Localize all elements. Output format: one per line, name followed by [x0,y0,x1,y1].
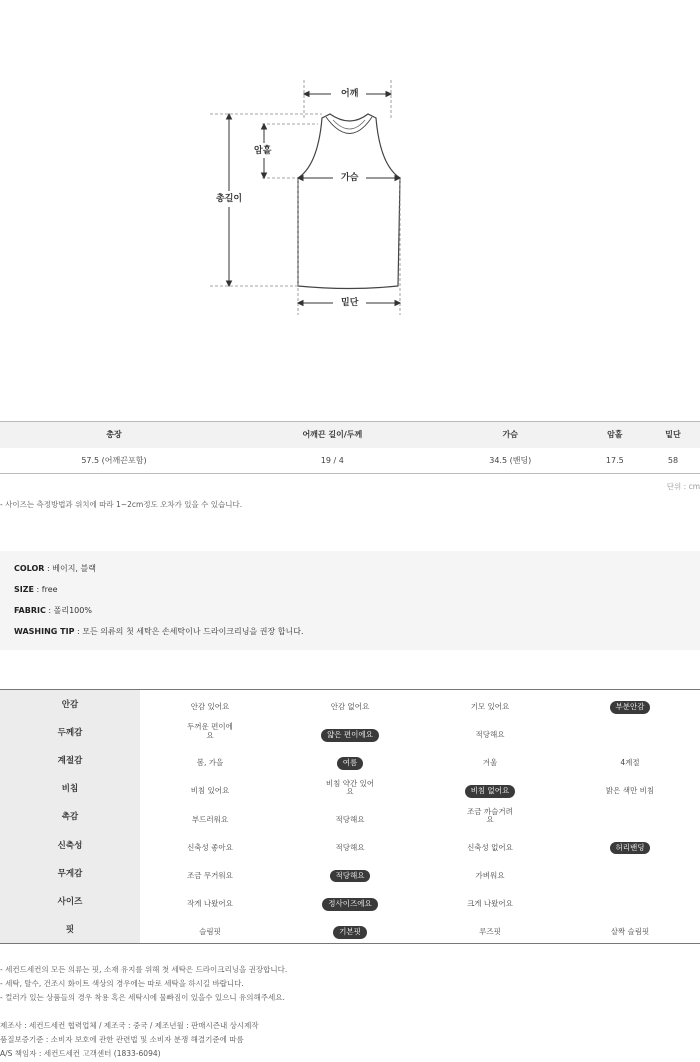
fabric-option-selected: 여름 [337,757,364,770]
shoulder-label: 어깨 [338,88,361,100]
fabric-option-cell [560,774,700,802]
fabric-row [0,718,700,746]
fabric-option-cell [420,915,560,943]
fabric-option-cell [420,830,560,858]
unit-label: 단위 : cm [666,482,700,491]
value-total-length: 57.5 (어깨끈포함) [0,448,228,474]
fabric-option: 가벼워요 [475,870,505,880]
fabric-option: 겨울 [482,758,498,768]
care-note: - 컬러가 있는 상품들의 경우 착용 혹은 세탁시에 물빠짐이 있을수 있으니 유의해주세요. [0,993,285,1002]
value-armhole: 17.5 [584,448,646,474]
info-fabric: FABRIC : 폴리100% [14,606,92,615]
value-chest: 34.5 (밴딩) [437,448,584,474]
fabric-option-cell [140,915,280,943]
fabric-row [0,774,700,802]
fabric-option-cell [280,915,420,943]
fabric-option-cell [420,802,560,830]
fabric-option: 적당해요 [335,814,365,824]
fabric-option-cell [560,718,700,746]
fabric-option-cell [280,746,420,774]
fabric-option-cell [420,690,560,718]
fabric-option [624,733,636,737]
size-table-header [0,422,700,448]
fabric-option-cell [140,802,280,830]
fabric-row [0,915,700,943]
fabric-row-label: 두께감 [0,718,140,746]
value-strap: 19 / 4 [228,448,437,474]
quality-line: 품질보증기준 : 소비자 보호에 관한 관련법 및 소비자 분쟁 해결기준에 따름 [0,1035,244,1044]
fabric-row-label: 비침 [0,774,140,802]
fabric-option-cell [420,718,560,746]
fabric-row-label: 신축성 [0,830,140,858]
fabric-row-label: 핏 [0,915,140,943]
fabric-option [624,874,636,878]
fabric-table [0,689,700,944]
header-strap: 어깨끈 길이/두께 [228,422,437,448]
fabric-option: 두꺼운 편이에요 [187,722,233,740]
armhole-label: 암홀 [251,145,274,157]
fabric-option [624,818,636,822]
care-note: - 세탁, 탈수, 건조시 화이트 색상의 경우에는 따로 세탁을 하시길 바랍니다. [0,979,244,988]
header-hem: 밑단 [646,422,700,448]
fabric-option: 적당해요 [475,730,505,740]
fabric-option-selected: 비침 없어요 [465,785,516,798]
fabric-option-selected: 허리밴딩 [610,842,651,855]
fabric-option-cell [140,774,280,802]
fabric-option-selected: 기본핏 [333,926,367,939]
fabric-option-cell [280,774,420,802]
fabric-option: 조금 까슬거려요 [467,806,513,825]
fabric-option-cell [280,830,420,858]
size-note: - 사이즈는 측정방법과 위치에 따라 1~2cm정도 오차가 있을 수 있습니다. [0,500,243,509]
care-note: - 세컨드세컨의 모든 의류는 핏, 소재 유지를 위해 첫 세탁은 드라이크리닝을 권장합니다. [0,965,288,974]
info-size: SIZE : free [14,585,58,594]
fabric-option-cell [560,802,700,830]
fabric-option-cell [560,746,700,774]
fabric-row-label: 계절감 [0,746,140,774]
fabric-row [0,859,700,887]
fabric-option-cell [560,887,700,915]
header-armhole: 암홀 [584,422,646,448]
fabric-row-label: 안감 [0,690,140,718]
fabric-option-cell [560,859,700,887]
manufacturer-info [0,1019,259,1061]
hem-label: 밑단 [338,297,361,309]
fabric-option: 밝은 색만 비침 [605,786,655,796]
fabric-option-cell [140,746,280,774]
fabric-option-cell [420,859,560,887]
fabric-option: 크게 나왔어요 [467,899,513,909]
fabric-option: 비침 약간 있어요 [325,778,375,797]
total-length-label: 총길이 [213,193,245,205]
fabric-option-cell [280,718,420,746]
size-table [0,421,700,474]
fabric-option: 조금 무거워요 [187,870,233,880]
fabric-option-cell [140,859,280,887]
fabric-option-cell [280,859,420,887]
fabric-option-cell [560,690,700,718]
fabric-option-cell [140,690,280,718]
fabric-option-cell [140,718,280,746]
header-total-length: 총장 [0,422,228,448]
fabric-option-cell [280,690,420,718]
fabric-option: 신축성 좋아요 [187,842,233,852]
fabric-option-cell [140,887,280,915]
fabric-option-selected: 정사이즈에요 [322,898,377,911]
info-washing-tip: WASHING TIP : 모든 의류의 첫 세탁은 손세탁이나 드라이크리닝을 권장 합니다. [14,627,304,636]
fabric-row [0,802,700,830]
fabric-option: 안감 있어요 [190,702,230,712]
fabric-option: 4계절 [620,758,640,768]
fabric-option: 살짝 슬림핏 [610,927,650,937]
fabric-option-cell [560,915,700,943]
fabric-option [624,902,636,906]
info-color: COLOR : 베이지, 블랙 [14,564,96,573]
value-hem: 58 [646,448,700,474]
fabric-row-label: 무게감 [0,859,140,887]
as-contact-line: A/S 책임자 : 세컨드세컨 고객센터 (1833-6094) [0,1049,161,1058]
fabric-option: 봄, 가을 [196,758,224,768]
fabric-option: 안감 없어요 [330,702,370,712]
fabric-option-cell [280,802,420,830]
fabric-row [0,887,700,915]
fabric-row [0,690,700,718]
fabric-option: 신축성 없어요 [467,842,513,852]
fabric-row-label: 촉감 [0,802,140,830]
fabric-option: 루즈핏 [479,927,501,937]
tank-top-outline [0,0,700,400]
fabric-option-cell [140,830,280,858]
fabric-option: 기모 있어요 [470,702,510,712]
fabric-option-cell [420,887,560,915]
fabric-option-selected: 얇은 편이에요 [321,729,379,742]
fabric-option-cell [420,774,560,802]
fabric-option-selected: 부분안감 [610,701,651,714]
fabric-option-selected: 적당해요 [330,870,371,883]
fabric-option-cell [420,746,560,774]
fabric-row [0,830,700,858]
size-diagram [0,0,700,400]
fabric-row [0,746,700,774]
fabric-option-cell [280,887,420,915]
header-chest: 가슴 [437,422,584,448]
product-info-box [0,551,700,650]
fabric-option-cell [560,830,700,858]
chest-label: 가슴 [338,172,361,184]
fabric-option: 적당해요 [335,842,365,852]
manufacturer-line: 제조사 : 세컨드세컨 협력업체 / 제조국 : 중국 / 제조년월 : 판매시즌내 상시제작 [0,1021,259,1030]
fabric-option: 비침 있어요 [190,786,230,796]
size-table-row [0,448,700,474]
fabric-option: 작게 나왔어요 [187,899,233,909]
fabric-option: 부드러워요 [191,814,229,824]
care-notes [0,963,287,1005]
fabric-row-label: 사이즈 [0,887,140,915]
fabric-option: 슬림핏 [199,927,221,937]
